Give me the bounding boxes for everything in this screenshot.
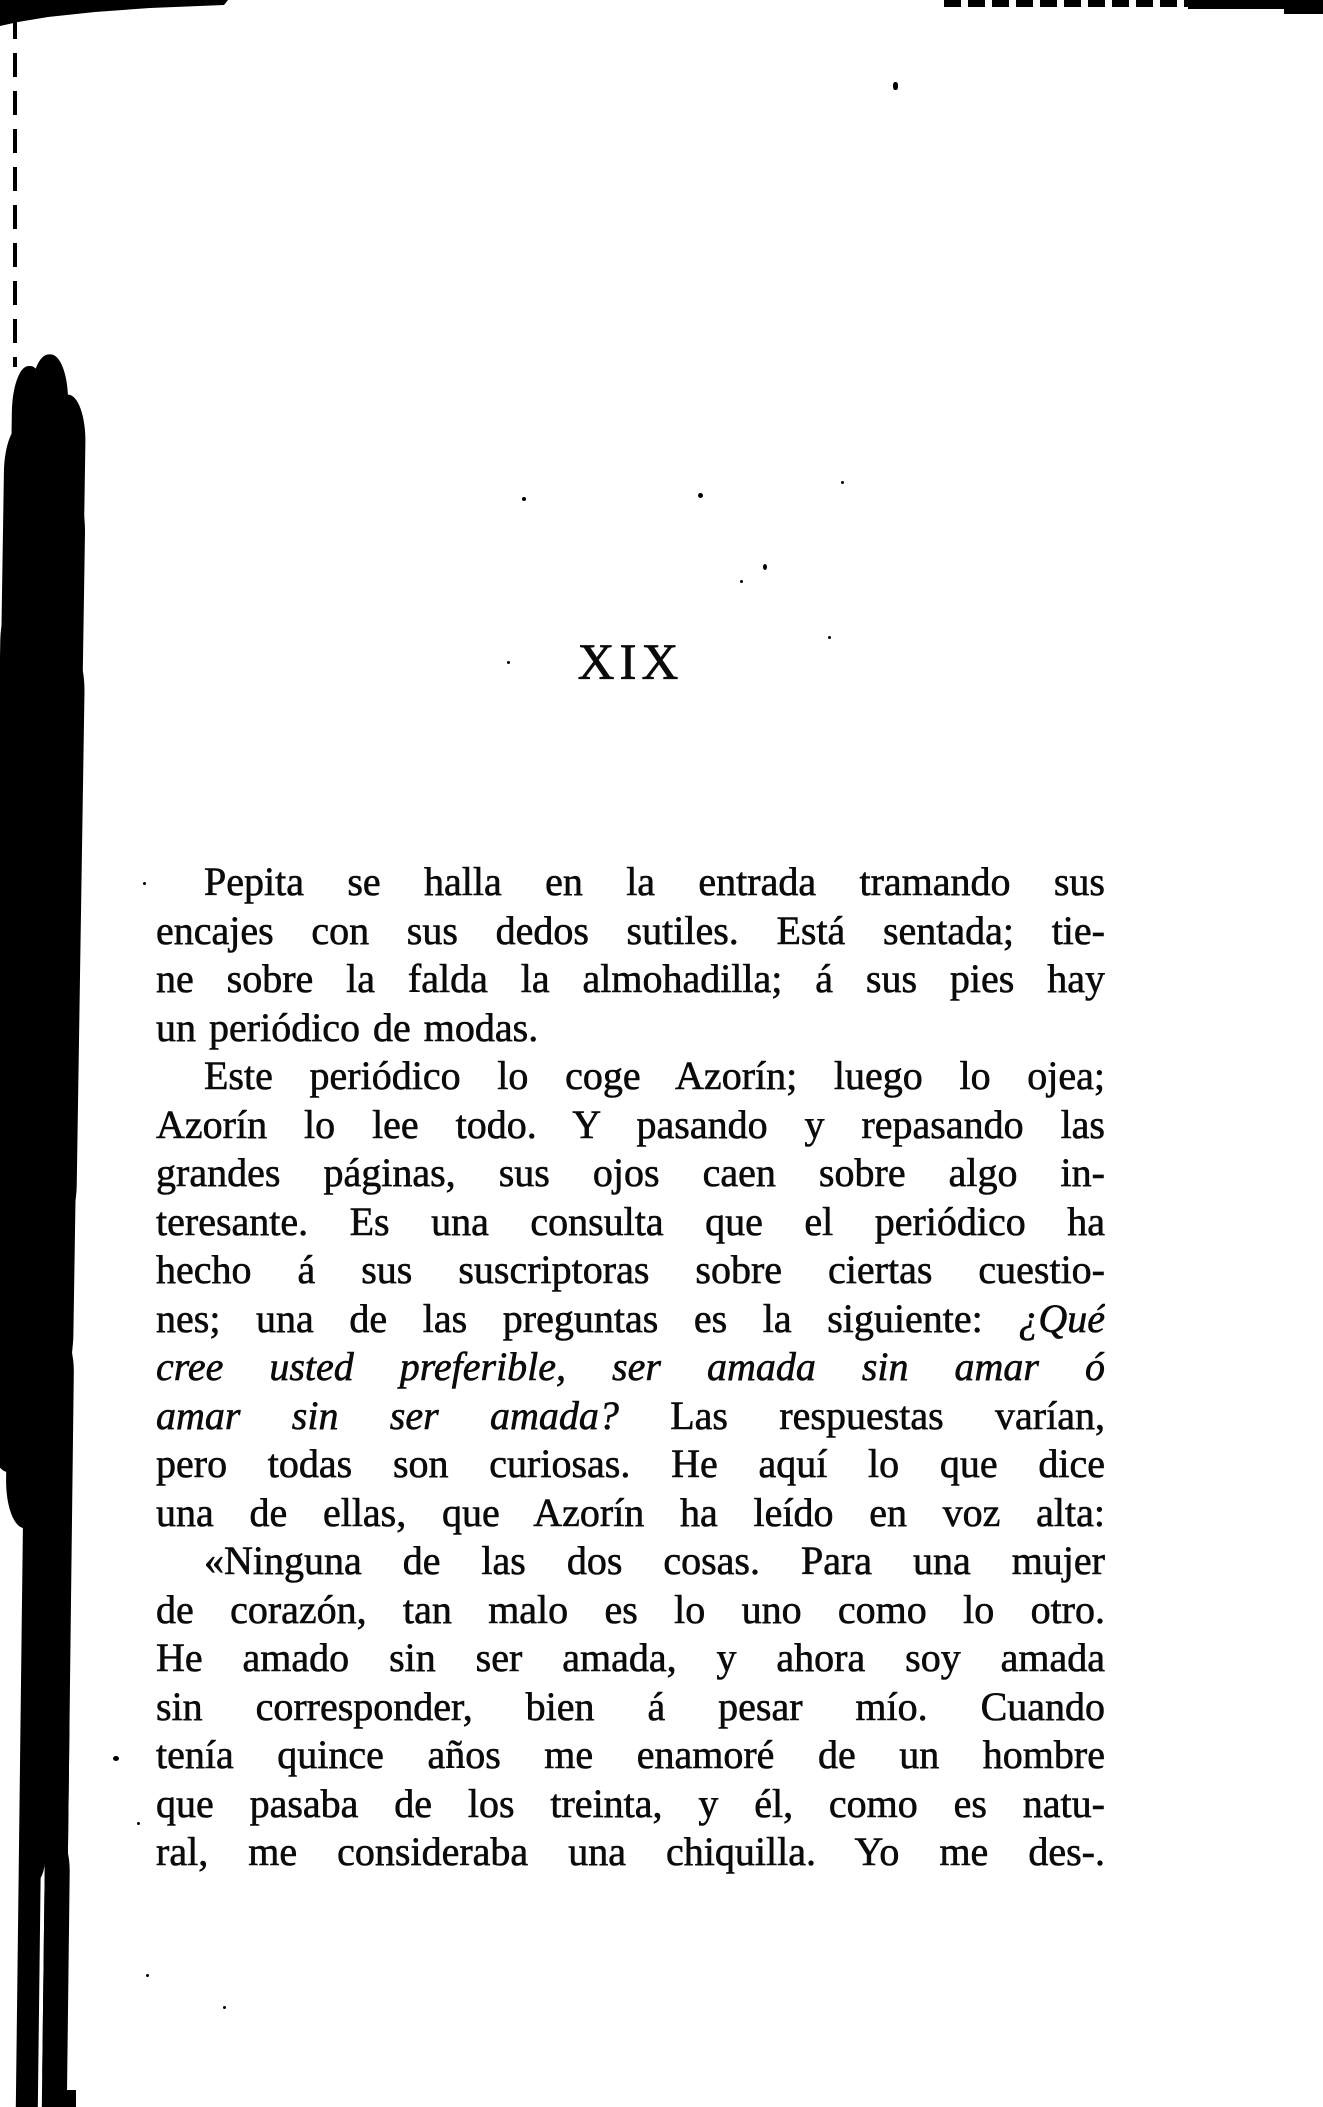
text-line: [156, 1780, 1105, 1829]
text-segment: grandes páginas, sus ojos caen sobre algo in-: [156, 1150, 1105, 1195]
scan-artifact-left-thin-line: [13, 15, 17, 367]
text-line: [156, 1392, 1105, 1441]
chapter-heading: XIX: [577, 635, 684, 691]
text-line: [156, 1295, 1105, 1344]
text-segment: encajes con sus dedos sutiles. Está sentada; tie-: [156, 907, 1105, 953]
ink-speck: [137, 1822, 140, 1825]
text-line: [156, 1052, 1105, 1101]
text-segment: de corazón, tan malo es lo uno como lo otro.: [156, 1586, 1105, 1632]
text-segment: un periódico de modas.: [156, 1004, 539, 1050]
text-segment-italic: cree usted preferible, ser amada sin amar ó: [156, 1344, 1105, 1389]
text-segment: pero todas son curiosas. He aquí lo que dice: [156, 1441, 1105, 1486]
text-line: [156, 1634, 1105, 1683]
ink-speck: [113, 1756, 119, 1761]
ink-speck: [740, 580, 743, 583]
text-segment: He amado sin ser amada, y ahora soy amada: [156, 1635, 1105, 1680]
text-line: [156, 1537, 1105, 1586]
text-line: [156, 1343, 1105, 1392]
text-segment: nes; una de las preguntas es la siguiente:: [156, 1295, 1019, 1341]
text-segment: ne sobre la falda la almohadilla; á sus pies hay: [156, 956, 1105, 1001]
ink-speck: [146, 1974, 149, 1977]
text-segment: Azorín lo lee todo. Y pasando y repasando las: [156, 1101, 1105, 1147]
text-segment: hecho á sus suscriptoras sobre ciertas cuestio-: [156, 1247, 1105, 1292]
text-segment: teresante. Es una consulta que el periódico ha: [156, 1198, 1105, 1244]
text-line: [156, 1149, 1105, 1198]
ink-speck: [223, 2006, 226, 2009]
text-line: [156, 1440, 1105, 1489]
text-segment: «Ninguna de las dos cosas. Para una mujer: [204, 1538, 1105, 1583]
scan-artifact-bottom-left-mark: [51, 2032, 60, 2107]
text-line: [156, 1004, 1105, 1053]
text-line: [156, 1828, 1105, 1877]
text-segment: Las respuestas varían,: [618, 1392, 1105, 1438]
text-line: [156, 907, 1105, 956]
text-segment-italic: ¿Qué: [1018, 1295, 1105, 1341]
text-segment: tenía quince años me enamoré de un hombre: [156, 1732, 1105, 1777]
text-segment: Pepita se halla en la entrada tramando sus: [204, 859, 1105, 904]
text-line: [156, 1246, 1105, 1295]
ink-speck: [698, 493, 703, 498]
ink-speck: [893, 82, 898, 90]
text-segment: sin corresponder, bien á pesar mío. Cuando: [156, 1683, 1105, 1729]
scan-artifact-top-right-corner: [1284, 0, 1323, 14]
text-line: [156, 1101, 1105, 1150]
ink-speck: [763, 564, 767, 570]
text-line: [156, 858, 1105, 907]
scan-artifact-left-line-middle: [29, 948, 36, 1100]
text-line: [156, 1683, 1105, 1732]
text-line: [156, 1198, 1105, 1247]
text-line: [156, 955, 1105, 1004]
ink-speck: [841, 481, 844, 484]
page-text: [156, 858, 1105, 1877]
text-segment-italic: amar sin ser amada?: [156, 1392, 619, 1438]
text-segment: una de ellas, que Azorín ha leído en voz alta:: [156, 1489, 1105, 1535]
text-line: [156, 1586, 1105, 1635]
scan-artifact-top-left-wedge: [0, 0, 228, 26]
text-segment: que pasaba de los treinta, y él, como es natu-: [156, 1780, 1105, 1826]
text-segment: Este periódico lo coge Azorín; luego lo ojea;: [204, 1053, 1105, 1098]
ink-speck: [143, 882, 146, 885]
scan-artifact-left-smudge-upper: [3, 366, 46, 950]
text-segment: ral, me consideraba una chiquilla. Yo me des-.: [156, 1829, 1105, 1874]
text-line: [156, 1731, 1105, 1780]
scan-artifact-left-smudge-lower: [30, 1192, 54, 1880]
text-line: [156, 1489, 1105, 1538]
ink-speck: [522, 497, 526, 501]
